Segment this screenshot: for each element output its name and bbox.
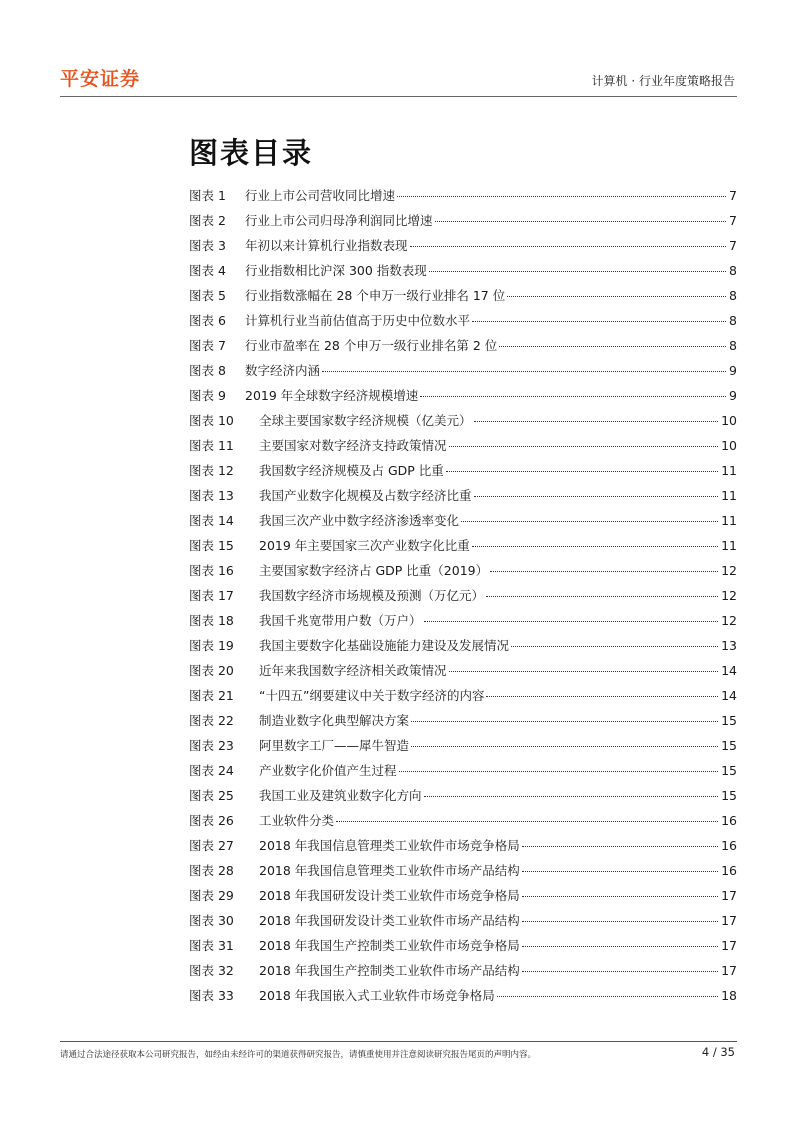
toc-entry-page: 15 bbox=[721, 788, 737, 803]
toc-entry-title: 2019 年全球数字经济规模增速 bbox=[245, 388, 419, 403]
toc-entry-page: 8 bbox=[729, 338, 737, 353]
report-title: 计算机 · 行业年度策略报告 bbox=[591, 74, 735, 88]
toc-entry-label: 图表 20 bbox=[189, 663, 234, 678]
toc-entry-label: 图表 10 bbox=[189, 413, 234, 428]
toc-dot-leader bbox=[410, 246, 727, 247]
toc-entry[interactable] bbox=[189, 536, 737, 561]
header-divider bbox=[60, 96, 737, 97]
toc-entry-title: 2019 年主要国家三次产业数字化比重 bbox=[259, 538, 470, 553]
toc-entry[interactable] bbox=[189, 611, 737, 636]
toc-entry-page: 10 bbox=[721, 438, 737, 453]
toc-entry-label: 图表 21 bbox=[189, 688, 234, 703]
toc-entry[interactable] bbox=[189, 386, 737, 411]
page-title: 图表目录 bbox=[189, 136, 314, 170]
footer-divider bbox=[60, 1041, 737, 1042]
toc-entry-title: 我国工业及建筑业数字化方向 bbox=[259, 788, 422, 803]
toc-dot-leader bbox=[420, 396, 726, 397]
toc-entry-label: 图表 6 bbox=[189, 313, 226, 328]
toc-dot-leader bbox=[322, 371, 726, 372]
toc-entry-page: 8 bbox=[729, 263, 737, 278]
toc-entry[interactable] bbox=[189, 186, 737, 211]
toc-entry-label: 图表 18 bbox=[189, 613, 234, 628]
toc-entry-label: 图表 3 bbox=[189, 238, 226, 253]
toc-entry-title: 年初以来计算机行业指数表现 bbox=[245, 238, 408, 253]
toc-entry-page: 11 bbox=[721, 463, 737, 478]
toc-dot-leader bbox=[522, 921, 718, 922]
toc-entry-label: 图表 31 bbox=[189, 938, 234, 953]
toc-entry-label: 图表 7 bbox=[189, 338, 226, 353]
toc-entry-title: 2018 年我国生产控制类工业软件市场竞争格局 bbox=[259, 938, 520, 953]
toc-dot-leader bbox=[522, 871, 718, 872]
toc-entry[interactable] bbox=[189, 586, 737, 611]
toc-entry[interactable] bbox=[189, 786, 737, 811]
toc-dot-leader bbox=[472, 321, 726, 322]
footer-disclaimer: 请通过合法途径获取本公司研究报告，如经由未经许可的渠道获得研究报告，请慎重使用并注意阅读研究报告尾页的声明内容。 bbox=[60, 1050, 537, 1060]
toc-entry-label: 图表 19 bbox=[189, 638, 234, 653]
toc-dot-leader bbox=[522, 971, 718, 972]
toc-entry[interactable] bbox=[189, 361, 737, 386]
toc-dot-leader bbox=[399, 771, 719, 772]
toc-entry-title: 2018 年我国信息管理类工业软件市场竞争格局 bbox=[259, 838, 520, 853]
toc-dot-leader bbox=[449, 671, 719, 672]
table-of-figures bbox=[189, 186, 737, 1011]
toc-entry-page: 11 bbox=[721, 513, 737, 528]
toc-entry-label: 图表 29 bbox=[189, 888, 234, 903]
toc-entry-title: 2018 年我国生产控制类工业软件市场产品结构 bbox=[259, 963, 520, 978]
toc-entry[interactable] bbox=[189, 986, 737, 1011]
toc-entry-label: 图表 33 bbox=[189, 988, 234, 1003]
toc-entry-page: 12 bbox=[721, 613, 737, 628]
toc-entry-label: 图表 14 bbox=[189, 513, 234, 528]
toc-entry[interactable] bbox=[189, 661, 737, 686]
toc-entry-label: 图表 5 bbox=[189, 288, 226, 303]
toc-entry-label: 图表 30 bbox=[189, 913, 234, 928]
toc-entry[interactable] bbox=[189, 486, 737, 511]
toc-dot-leader bbox=[499, 346, 726, 347]
toc-entry-title: 主要国家数字经济占 GDP 比重（2019） bbox=[259, 563, 489, 578]
toc-entry-label: 图表 24 bbox=[189, 763, 234, 778]
toc-entry-label: 图表 13 bbox=[189, 488, 234, 503]
toc-entry-title: 主要国家对数字经济支持政策情况 bbox=[259, 438, 447, 453]
toc-entry-page: 7 bbox=[729, 213, 737, 228]
toc-dot-leader bbox=[424, 621, 719, 622]
toc-entry-page: 10 bbox=[721, 413, 737, 428]
toc-dot-leader bbox=[411, 746, 718, 747]
toc-entry-title: 工业软件分类 bbox=[259, 813, 335, 828]
toc-entry-label: 图表 15 bbox=[189, 538, 234, 553]
toc-entry-title: 行业上市公司归母净利润同比增速 bbox=[245, 213, 433, 228]
toc-entry[interactable] bbox=[189, 861, 737, 886]
toc-entry-page: 16 bbox=[721, 863, 737, 878]
toc-entry[interactable] bbox=[189, 461, 737, 486]
toc-entry[interactable] bbox=[189, 811, 737, 836]
toc-entry-label: 图表 22 bbox=[189, 713, 234, 728]
toc-entry-title: 全球主要国家数字经济规模（亿美元） bbox=[259, 413, 472, 428]
toc-entry-label: 图表 23 bbox=[189, 738, 234, 753]
toc-dot-leader bbox=[446, 471, 718, 472]
toc-entry-title: 我国千兆宽带用户数（万户） bbox=[259, 613, 422, 628]
toc-dot-leader bbox=[522, 846, 718, 847]
toc-entry-title: “十四五”纲要建议中关于数字经济的内容 bbox=[259, 688, 485, 703]
toc-entry-page: 12 bbox=[721, 563, 737, 578]
toc-entry-title: 我国主要数字化基础设施能力建设及发展情况 bbox=[259, 638, 510, 653]
toc-dot-leader bbox=[474, 496, 719, 497]
toc-entry[interactable] bbox=[189, 961, 737, 986]
toc-entry-label: 图表 4 bbox=[189, 263, 226, 278]
toc-entry[interactable] bbox=[189, 736, 737, 761]
toc-entry-page: 16 bbox=[721, 838, 737, 853]
toc-entry[interactable] bbox=[189, 336, 737, 361]
toc-dot-leader bbox=[522, 946, 718, 947]
toc-entry-label: 图表 2 bbox=[189, 213, 226, 228]
toc-dot-leader bbox=[411, 721, 718, 722]
toc-entry[interactable] bbox=[189, 411, 737, 436]
toc-entry-page: 11 bbox=[721, 488, 737, 503]
toc-entry-page: 14 bbox=[721, 688, 737, 703]
toc-entry-title: 近年来我国数字经济相关政策情况 bbox=[259, 663, 447, 678]
toc-entry-label: 图表 28 bbox=[189, 863, 234, 878]
toc-entry-title: 阿里数字工厂——犀牛智造 bbox=[259, 738, 410, 753]
toc-entry[interactable] bbox=[189, 561, 737, 586]
toc-entry-label: 图表 9 bbox=[189, 388, 226, 403]
toc-entry-page: 11 bbox=[721, 538, 737, 553]
toc-entry-title: 行业市盈率在 28 个申万一级行业排名第 2 位 bbox=[245, 338, 498, 353]
page-number: 4 / 35 bbox=[701, 1045, 735, 1059]
toc-entry-page: 15 bbox=[721, 763, 737, 778]
toc-entry[interactable] bbox=[189, 836, 737, 861]
toc-entry-title: 我国数字经济规模及占 GDP 比重 bbox=[259, 463, 444, 478]
toc-entry[interactable] bbox=[189, 686, 737, 711]
toc-dot-leader bbox=[449, 446, 719, 447]
toc-entry[interactable] bbox=[189, 261, 737, 286]
toc-entry-page: 8 bbox=[729, 313, 737, 328]
toc-entry[interactable] bbox=[189, 286, 737, 311]
toc-entry-label: 图表 12 bbox=[189, 463, 234, 478]
toc-entry-label: 图表 11 bbox=[189, 438, 234, 453]
toc-dot-leader bbox=[397, 196, 726, 197]
toc-entry-label: 图表 8 bbox=[189, 363, 226, 378]
toc-entry-title: 2018 年我国嵌入式工业软件市场竞争格局 bbox=[259, 988, 495, 1003]
toc-dot-leader bbox=[435, 221, 727, 222]
toc-entry-page: 16 bbox=[721, 813, 737, 828]
toc-entry-page: 12 bbox=[721, 588, 737, 603]
toc-entry-title: 行业上市公司营收同比增速 bbox=[245, 188, 396, 203]
toc-entry-page: 8 bbox=[729, 288, 737, 303]
toc-entry-title: 2018 年我国研发设计类工业软件市场竞争格局 bbox=[259, 888, 520, 903]
toc-entry[interactable] bbox=[189, 211, 737, 236]
toc-dot-leader bbox=[472, 546, 718, 547]
toc-entry-page: 9 bbox=[729, 388, 737, 403]
toc-dot-leader bbox=[507, 296, 726, 297]
toc-entry[interactable] bbox=[189, 236, 737, 261]
toc-entry-title: 我国数字经济市场规模及预测（万亿元） bbox=[259, 588, 485, 603]
toc-entry[interactable] bbox=[189, 911, 737, 936]
toc-dot-leader bbox=[461, 521, 718, 522]
toc-entry-page: 15 bbox=[721, 738, 737, 753]
toc-entry-title: 产业数字化价值产生过程 bbox=[259, 763, 397, 778]
toc-entry-label: 图表 1 bbox=[189, 188, 226, 203]
toc-entry-label: 图表 17 bbox=[189, 588, 234, 603]
toc-entry-label: 图表 26 bbox=[189, 813, 234, 828]
toc-entry-page: 14 bbox=[721, 663, 737, 678]
toc-entry-title: 数字经济内涵 bbox=[245, 363, 321, 378]
toc-entry-label: 图表 16 bbox=[189, 563, 234, 578]
toc-entry-title: 行业指数涨幅在 28 个申万一级行业排名 17 位 bbox=[245, 288, 506, 303]
toc-dot-leader bbox=[336, 821, 718, 822]
toc-entry-title: 2018 年我国研发设计类工业软件市场产品结构 bbox=[259, 913, 520, 928]
toc-entry-page: 15 bbox=[721, 713, 737, 728]
toc-dot-leader bbox=[429, 271, 726, 272]
toc-entry-title: 计算机行业当前估值高于历史中位数水平 bbox=[245, 313, 471, 328]
toc-entry-page: 7 bbox=[729, 188, 737, 203]
toc-entry-title: 行业指数相比沪深 300 指数表现 bbox=[245, 263, 427, 278]
toc-entry-title: 我国三次产业中数字经济渗透率变化 bbox=[259, 513, 460, 528]
toc-entry[interactable] bbox=[189, 636, 737, 661]
toc-dot-leader bbox=[490, 571, 718, 572]
toc-dot-leader bbox=[474, 421, 719, 422]
brand-logo: 平安证券 bbox=[60, 68, 141, 90]
toc-dot-leader bbox=[424, 796, 719, 797]
toc-entry-page: 17 bbox=[721, 913, 737, 928]
toc-entry-title: 我国产业数字化规模及占数字经济比重 bbox=[259, 488, 472, 503]
toc-entry-label: 图表 27 bbox=[189, 838, 234, 853]
toc-entry-title: 2018 年我国信息管理类工业软件市场产品结构 bbox=[259, 863, 520, 878]
toc-entry[interactable] bbox=[189, 311, 737, 336]
toc-entry[interactable] bbox=[189, 936, 737, 961]
toc-entry-page: 7 bbox=[729, 238, 737, 253]
toc-entry[interactable] bbox=[189, 761, 737, 786]
toc-dot-leader bbox=[511, 646, 718, 647]
toc-entry-page: 17 bbox=[721, 963, 737, 978]
toc-entry[interactable] bbox=[189, 711, 737, 736]
toc-entry-page: 9 bbox=[729, 363, 737, 378]
toc-entry-page: 18 bbox=[721, 988, 737, 1003]
toc-dot-leader bbox=[486, 596, 718, 597]
toc-dot-leader bbox=[497, 996, 718, 997]
toc-dot-leader bbox=[522, 896, 718, 897]
toc-entry-label: 图表 32 bbox=[189, 963, 234, 978]
toc-entry-page: 13 bbox=[721, 638, 737, 653]
toc-entry-page: 17 bbox=[721, 888, 737, 903]
toc-entry[interactable] bbox=[189, 886, 737, 911]
toc-entry[interactable] bbox=[189, 511, 737, 536]
toc-entry-label: 图表 25 bbox=[189, 788, 234, 803]
toc-entry[interactable] bbox=[189, 436, 737, 461]
toc-dot-leader bbox=[486, 696, 718, 697]
toc-entry-title: 制造业数字化典型解决方案 bbox=[259, 713, 410, 728]
toc-entry-page: 17 bbox=[721, 938, 737, 953]
